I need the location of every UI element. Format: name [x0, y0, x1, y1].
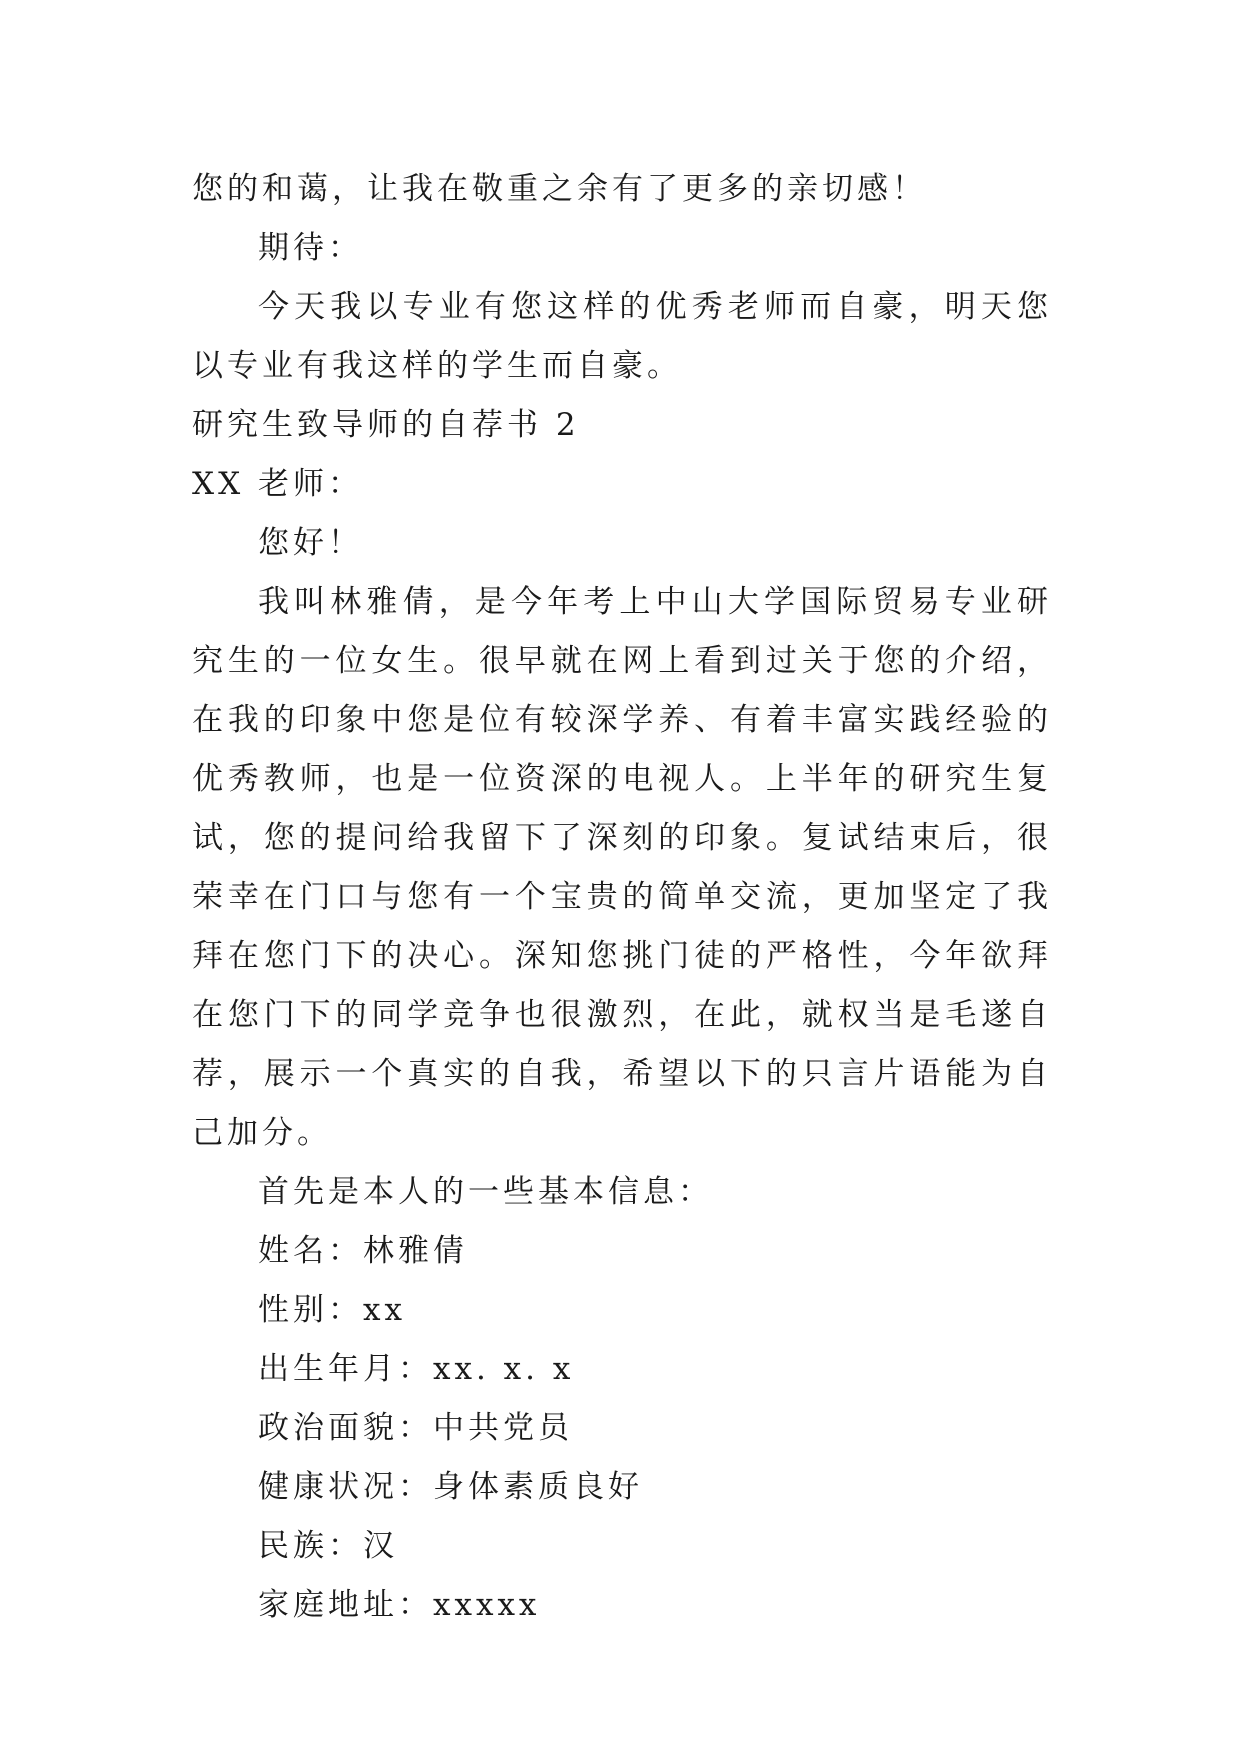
paragraph-closing-line: 您的和蔼，让我在敬重之余有了更多的亲切感！ — [192, 171, 927, 207]
info-ethnicity: 民族：汉 — [258, 1528, 398, 1564]
info-gender: 性别：xx — [258, 1292, 406, 1328]
info-health: 健康状况：身体素质良好 — [258, 1469, 643, 1505]
info-birth-date: 出生年月：xx. x. x — [258, 1351, 575, 1387]
info-home-address: 家庭地址：xxxxx — [258, 1587, 541, 1623]
info-political-status: 政治面貌：中共党员 — [258, 1410, 573, 1446]
salutation: XX 老师： — [192, 466, 363, 502]
greeting: 您好！ — [258, 525, 363, 561]
paragraph-expectation-heading: 期待： — [258, 230, 363, 266]
info-name: 姓名：林雅倩 — [258, 1233, 468, 1269]
paragraph-introduction: 我叫林雅倩，是今年考上中山大学国际贸易专业研究生的一位女生。很早就在网上看到过关于您的介绍，在我的印象中您是位有较深学养、有着丰富实践经验的优秀教师，也是一位资深的电视人。上半年的研究生复试，您的提问给我留下了深刻的印象。复试结束后，很荣幸在门口与您有一个宝贵的简单交流，更加坚定了我拜在您门下的决心。深知您挑门徒的严格性，今年欲拜在您门下的同学竞争也很激烈，在此，就权当是毛遂自荐，展示一个真实的自我，希望以下的只言片语能为自己加分。 — [192, 584, 1052, 1151]
section-title: 研究生致导师的自荐书 2 — [192, 407, 580, 443]
paragraph-basic-info-intro: 首先是本人的一些基本信息： — [258, 1174, 713, 1210]
document-body — [192, 160, 1052, 1635]
paragraph-expectation: 今天我以专业有您这样的优秀老师而自豪，明天您以专业有我这样的学生而自豪。 — [192, 289, 1052, 384]
